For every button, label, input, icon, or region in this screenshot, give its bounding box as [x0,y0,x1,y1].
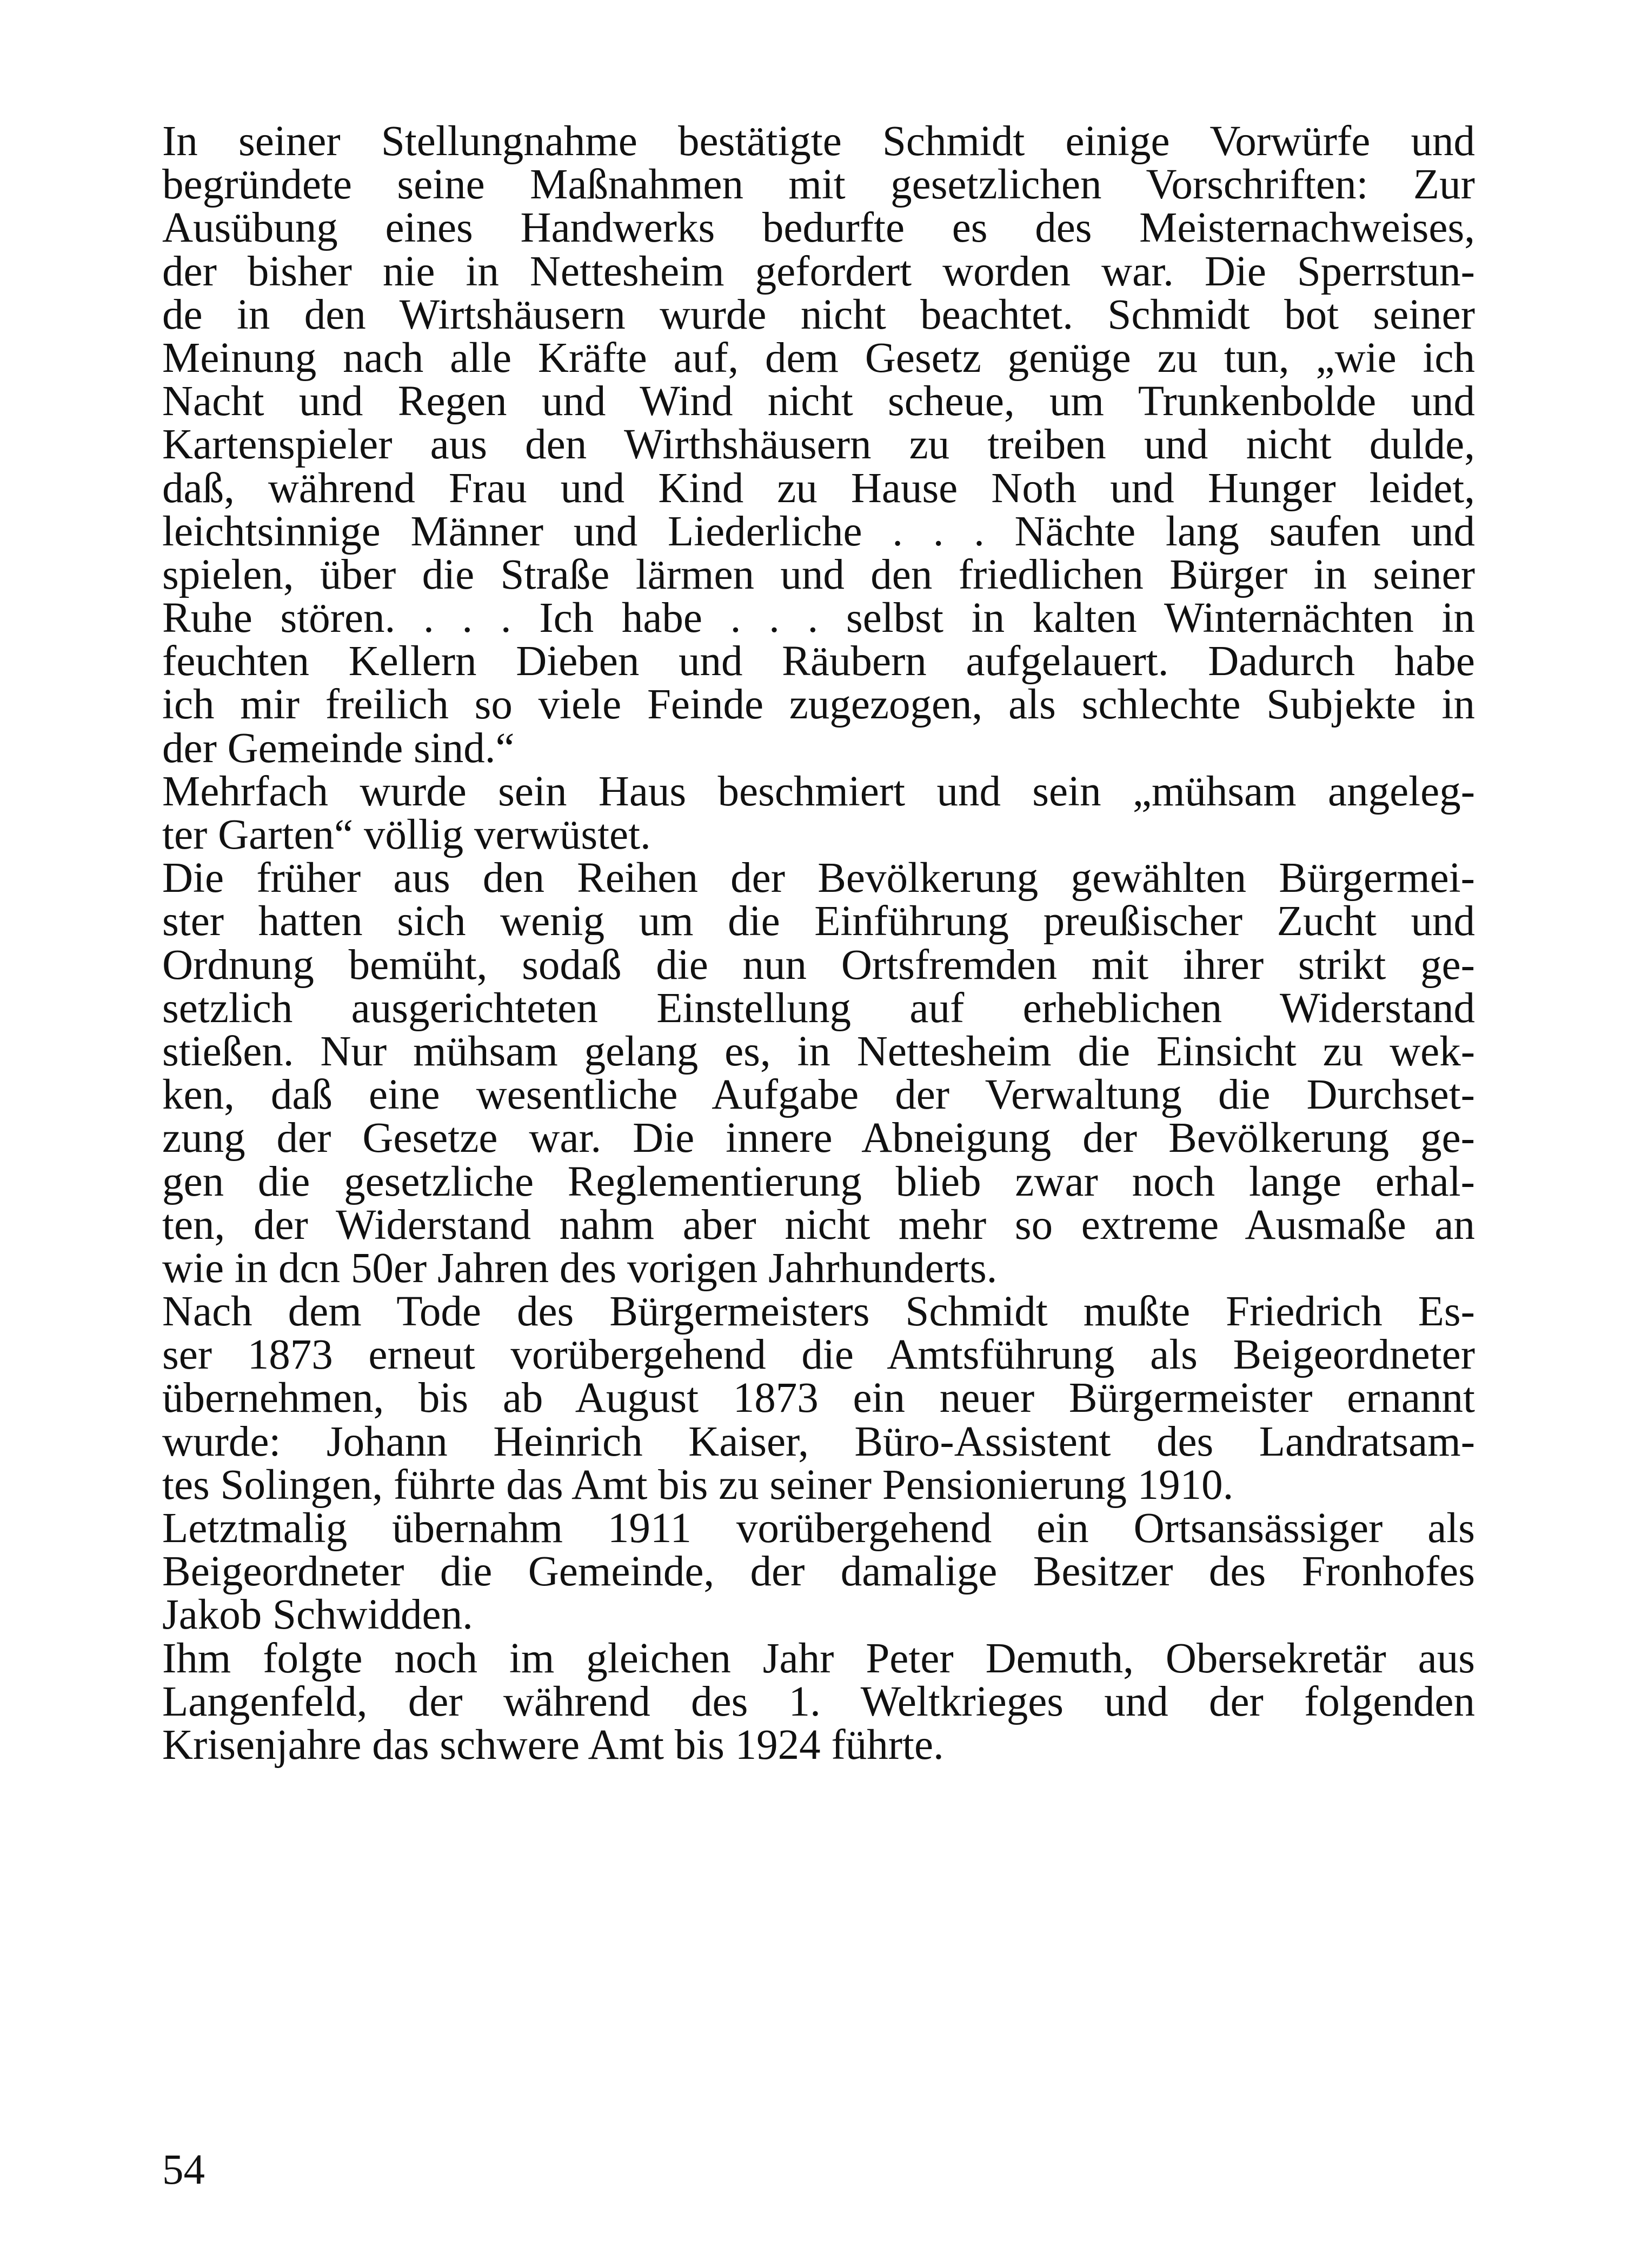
text-line: feuchten Kellern Dieben und Räubern aufgelauert. Dadurch habe [162,638,1475,685]
text-line: ken, daß eine wesentliche Aufgabe der Verwaltung die Durchset- [162,1071,1475,1119]
text-line: der bisher nie in Nettesheim gefordert worden war. Die Sperrstun- [162,248,1475,295]
text-line: Letztmalig übernahm 1911 vorübergehend ein Ortsansässiger als [162,1505,1475,1552]
text-line: ich mir freilich so viele Feinde zugezogen, als schlechte Subjekte in [162,681,1475,729]
text-line: wurde: Johann Heinrich Kaiser, Büro-Assistent des Landratsam- [162,1418,1475,1465]
text-line: Ihm folgte noch im gleichen Jahr Peter Demuth, Obersekretär aus [162,1635,1475,1682]
body-text [162,120,1475,1767]
text-line: spielen, über die Straße lärmen und den friedlichen Bürger in seiner [162,551,1475,598]
text-line: In seiner Stellungnahme bestätigte Schmidt einige Vorwürfe und [162,118,1475,165]
text-line: ter Garten“ völlig verwüstet. [162,811,651,858]
text-line: Nacht und Regen und Wind nicht scheue, um Trunkenbolde und [162,378,1475,425]
text-line: Krisenjahre das schwere Amt bis 1924 führte. [162,1721,944,1769]
text-line: gen die gesetzliche Reglementierung blieb zwar noch lange erhal- [162,1158,1475,1205]
paragraph [162,857,1475,1290]
text-line: übernehmen, bis ab August 1873 ein neuer Bürgermeister ernannt [162,1375,1475,1422]
text-line: Ordnung bemüht, sodaß die nun Ortsfremden mit ihrer strikt ge- [162,941,1475,989]
paragraph [162,120,1475,770]
text-line: der Gemeinde sind.“ [162,724,515,772]
paragraph [162,770,1475,857]
text-line: Mehrfach wurde sein Haus beschmiert und sein „mühsam angeleg- [162,768,1475,815]
text-line: daß, während Frau und Kind zu Hause Noth und Hunger leidet, [162,464,1475,512]
text-line: setzlich ausgerichteten Einstellung auf erheblichen Widerstand [162,984,1475,1032]
text-line: zung der Gesetze war. Die innere Abneigung der Bevölkerung ge- [162,1115,1475,1162]
text-line: leichtsinnige Männer und Liederliche . . . Nächte lang saufen und [162,508,1475,555]
text-line: Die früher aus den Reihen der Bevölkerung gewählten Bürgermei- [162,855,1475,902]
text-line: Beigeordneter die Gemeinde, der damalige Besitzer des Fronhofes [162,1548,1475,1596]
text-line: begründete seine Maßnahmen mit gesetzlichen Vorschriften: Zur [162,161,1475,209]
paragraph [162,1637,1475,1767]
text-line: Meinung nach alle Kräfte auf, dem Gesetz genüge zu tun, „wie ich [162,334,1475,382]
text-line: tes Solingen, führte das Amt bis zu seiner Pensionierung 1910. [162,1461,1234,1509]
text-line: Nach dem Tode des Bürgermeisters Schmidt mußte Friedrich Es- [162,1288,1475,1336]
paragraph [162,1507,1475,1637]
text-line: Jakob Schwidden. [162,1591,473,1639]
text-line: ster hatten sich wenig um die Einführung preußischer Zucht und [162,898,1475,945]
text-line: ten, der Widerstand nahm aber nicht mehr so extreme Ausmaße an [162,1201,1475,1249]
text-line: stießen. Nur mühsam gelang es, in Nettesheim die Einsicht zu wek- [162,1028,1475,1075]
text-line: Langenfeld, der während des 1. Weltkrieges und der folgenden [162,1678,1475,1725]
text-line: Ausübung eines Handwerks bedurfte es des Meisternachweises, [162,204,1475,252]
text-line: wie in dcn 50er Jahren des vorigen Jahrhunderts. [162,1244,998,1292]
text-line: Kartenspieler aus den Wirthshäusern zu treiben und nicht dulde, [162,421,1475,469]
text-line: de in den Wirtshäusern wurde nicht beachtet. Schmidt bot seiner [162,291,1475,338]
page-number: 54 [162,2146,205,2193]
text-line: ser 1873 erneut vorübergehend die Amtsführung als Beigeordneter [162,1331,1475,1379]
paragraph [162,1290,1475,1507]
text-line: Ruhe stören. . . . Ich habe . . . selbst in kalten Winternächten in [162,595,1475,642]
